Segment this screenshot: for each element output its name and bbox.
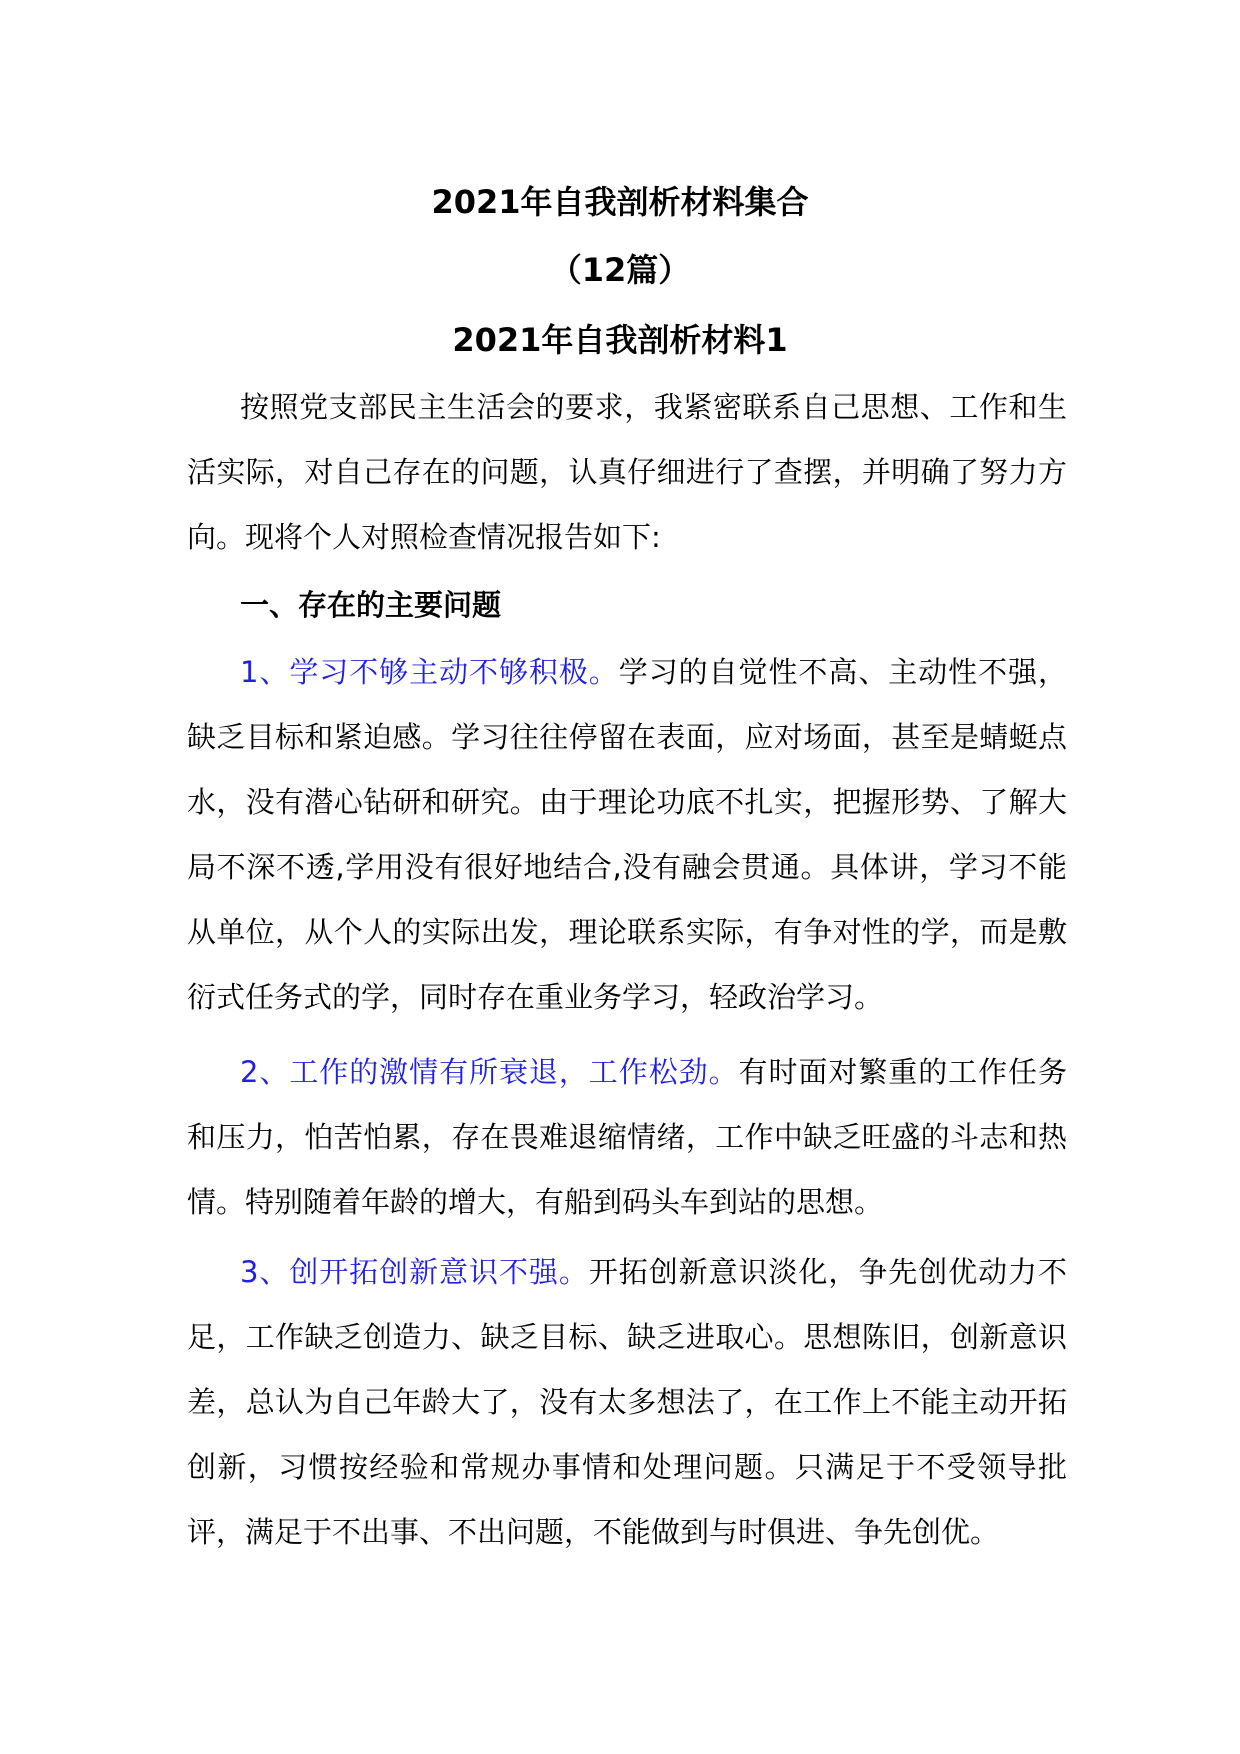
- intro-paragraph: 按照党支部民主生活会的要求，我紧密联系自己思想、工作和生活实际，对自己存在的问题，认真仔细进行了查摆，并明确了努力方向。现将个人对照检查情况报告如下:: [187, 390, 1067, 554]
- document-subtitle-count: （12篇）: [549, 251, 691, 289]
- issue-paragraph-1: [187, 640, 1067, 1030]
- issue-lead-3: 3、创开拓创新意识不强。: [240, 1255, 589, 1289]
- issue-text-1: 学习的自觉性不高、主动性不强，缺乏目标和紧迫感。学习往往停留在表面，应对场面，甚至是蜻蜓点水，没有潜心钻研和研究。由于理论功底不扎实，把握形势、了解大局不深不透,学用没有很好地结合,没有融会贯通。具体讲，学习不能从单位，从个人的实际出发，理论联系实际，有争对性的学，而是敷衍式任务式的学，同时存在重业务学习，轻政治学习。: [187, 655, 1067, 1014]
- issue-text-3: 开拓创新意识淡化，争先创优动力不足，工作缺乏创造力、缺乏目标、缺乏进取心。思想陈旧，创新意识差，总认为自己年龄大了，没有太多想法了，在工作上不能主动开拓创新，习惯按经验和常规办事情和处理问题。只满足于不受领导批评，满足于不出事、不出问题，不能做到与时俱进、争先创优。: [187, 1255, 1067, 1549]
- section-heading: 一、存在的主要问题: [240, 588, 502, 622]
- issue-lead-2: 2、工作的激情有所衰退，工作松劲。: [240, 1055, 739, 1089]
- document-title: 2021年自我剖析材料集合: [431, 183, 809, 221]
- section-title: 2021年自我剖析材料1: [452, 321, 788, 359]
- issue-paragraph-3: [187, 1240, 1067, 1565]
- issue-lead-1: 1、学习不够主动不够积极。: [240, 655, 619, 689]
- issue-text-2: 有时面对繁重的工作任务和压力，怕苦怕累，存在畏难退缩情绪，工作中缺乏旺盛的斗志和热情。特别随着年龄的增大，有船到码头车到站的思想。: [187, 1055, 1067, 1219]
- issue-paragraph-2: [187, 1040, 1067, 1235]
